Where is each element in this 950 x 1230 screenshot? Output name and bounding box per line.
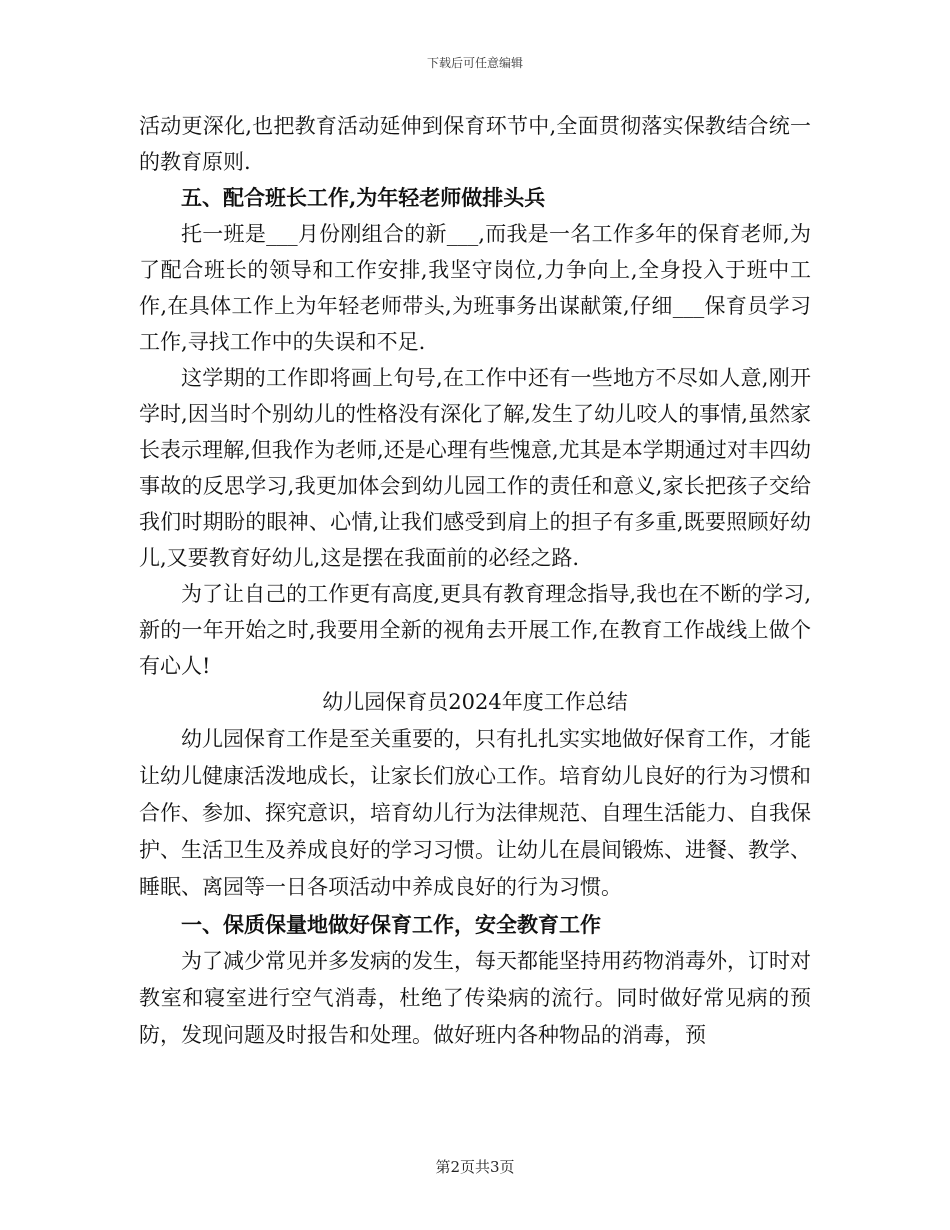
section-previous [139,108,811,684]
paragraph-intro: 幼儿园保育工作是至关重要的，只有扎扎实实地做好保育工作，才能让幼儿健康活泼地成长，让家长们放心工作。培育幼儿良好的行为习惯和合作、参加、探究意识，培育幼儿行为法律规范、自理生活能力、自我保护、生活卫生及养成良好的学习习惯。让幼儿在晨间锻炼、进餐、教学、睡眠、离园等一日各项活动中养成良好的行为习惯。 [139,727,811,899]
heading-one: 一、保质保量地做好保育工作，安全教育工作 [181,912,601,937]
page-number: 第2页共3页 [435,1158,515,1176]
paragraph-team: 托一班是___月份刚组合的新___,而我是一名工作多年的保育老师,为了配合班长的领导和工作安排,我坚守岗位,力争向上,全身投入于班中工作,在具体工作上为年轻老师带头,为班事务出谋献策,仔细___保育员学习工作,寻找工作中的失误和不足. [139,222,811,354]
document-title: 幼儿园保育员2024年度工作总结 [322,690,628,714]
paragraph-future: 为了让自己的工作更有高度,更具有教育理念指导,我也在不断的学习,新的一年开始之时,我要用全新的视角去开展工作,在教育工作战线上做个有心人! [139,582,811,678]
header-note: 下载后可任意编辑 [426,56,523,70]
paragraph-hygiene: 为了减少常见并多发病的发生，每天都能坚持用药物消毒外，订时对教室和寝室进行空气消毒，杜绝了传染病的流行。同时做好常见病的预防，发现问题及时报告和处理。做好班内各种物品的消毒，预 [139,949,811,1047]
paragraph-reflection: 这学期的工作即将画上句号,在工作中还有一些地方不尽如人意,刚开学时,因当时个别幼儿的性格没有深化了解,发生了幼儿咬人的事情,虽然家长表示理解,但我作为老师,还是心理有些愧意,尤其是本学期通过对丰四幼事故的反思学习,我更加体会到幼儿园工作的责任和意义,家长把孩子交给我们时期盼的眼神、心情,让我们感受到肩上的担子有多重,既要照顾好幼儿,又要教育好幼儿,这是摆在我面前的必经之路. [139,366,811,570]
section-annual-summary [139,684,811,1054]
document-body [139,108,811,1054]
heading-five: 五、配合班长工作,为年轻老师做排头兵 [181,185,546,210]
continuation-paragraph: 活动更深化,也把教育活动延伸到保育环节中,全面贯彻落实保教结合统一的教育原则. [139,114,811,174]
